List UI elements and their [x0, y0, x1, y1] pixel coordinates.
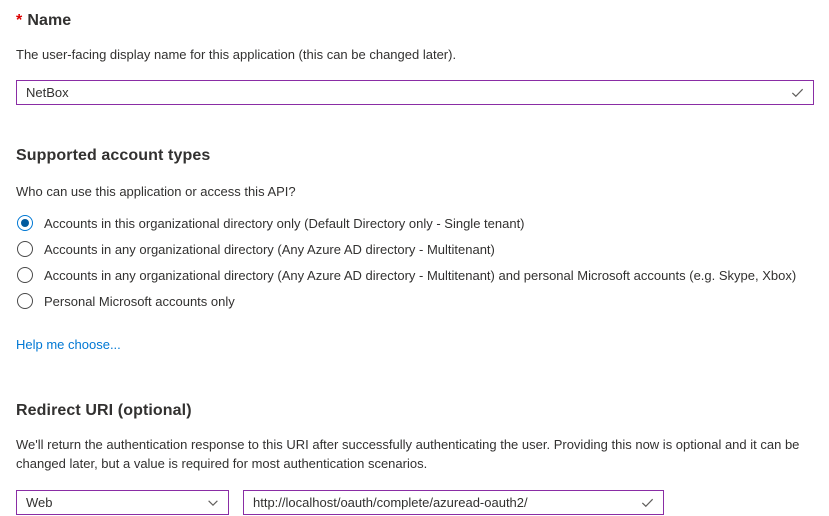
platform-select-value: Web [26, 495, 53, 510]
account-types-radio-group [16, 210, 814, 314]
radio-option-label: Personal Microsoft accounts only [44, 293, 235, 309]
redirect-uri-input[interactable] [243, 490, 664, 515]
name-title-text: Name [27, 12, 72, 29]
radio-button-icon[interactable] [17, 293, 33, 309]
redirect-uri-description: We'll return the authentication response to this URI after successfully authenticating the user. Providing this now is optional and it can be changed later, but a value is required for most authentication scenarios. [16, 437, 800, 471]
checkmark-icon [790, 85, 805, 100]
name-section-title [16, 12, 814, 30]
name-input[interactable] [16, 80, 814, 105]
radio-button-icon[interactable] [17, 267, 33, 283]
help-me-choose-link[interactable]: Help me choose... [16, 337, 121, 352]
radio-option-single-tenant[interactable] [16, 210, 814, 236]
account-types-question: Who can use this application or access this API? [16, 184, 296, 199]
radio-option-label: Accounts in any organizational directory (Any Azure AD directory - Multitenant) [44, 241, 495, 257]
account-types-title: Supported account types [16, 147, 211, 164]
radio-option-multitenant[interactable] [16, 236, 814, 262]
radio-option-multitenant-personal[interactable] [16, 262, 814, 288]
radio-option-label: Accounts in this organizational directory only (Default Directory only - Single tenant) [44, 215, 525, 231]
radio-button-icon[interactable] [17, 241, 33, 257]
redirect-uri-row [16, 490, 814, 515]
platform-select[interactable] [16, 490, 229, 515]
chevron-down-icon [206, 496, 220, 510]
name-description: The user-facing display name for this application (this can be changed later). [16, 47, 457, 62]
checkmark-icon [640, 495, 655, 510]
required-asterisk: * [16, 12, 23, 29]
radio-button-icon[interactable] [17, 215, 33, 231]
redirect-uri-value: http://localhost/oauth/complete/azuread-oauth2/ [253, 495, 528, 510]
radio-option-label: Accounts in any organizational directory (Any Azure AD directory - Multitenant) and personal Microsoft accounts (e.g. Skype, Xbox) [44, 267, 797, 283]
redirect-uri-title: Redirect URI (optional) [16, 402, 192, 419]
radio-option-personal-only[interactable] [16, 288, 814, 314]
name-input-value: NetBox [26, 85, 69, 100]
